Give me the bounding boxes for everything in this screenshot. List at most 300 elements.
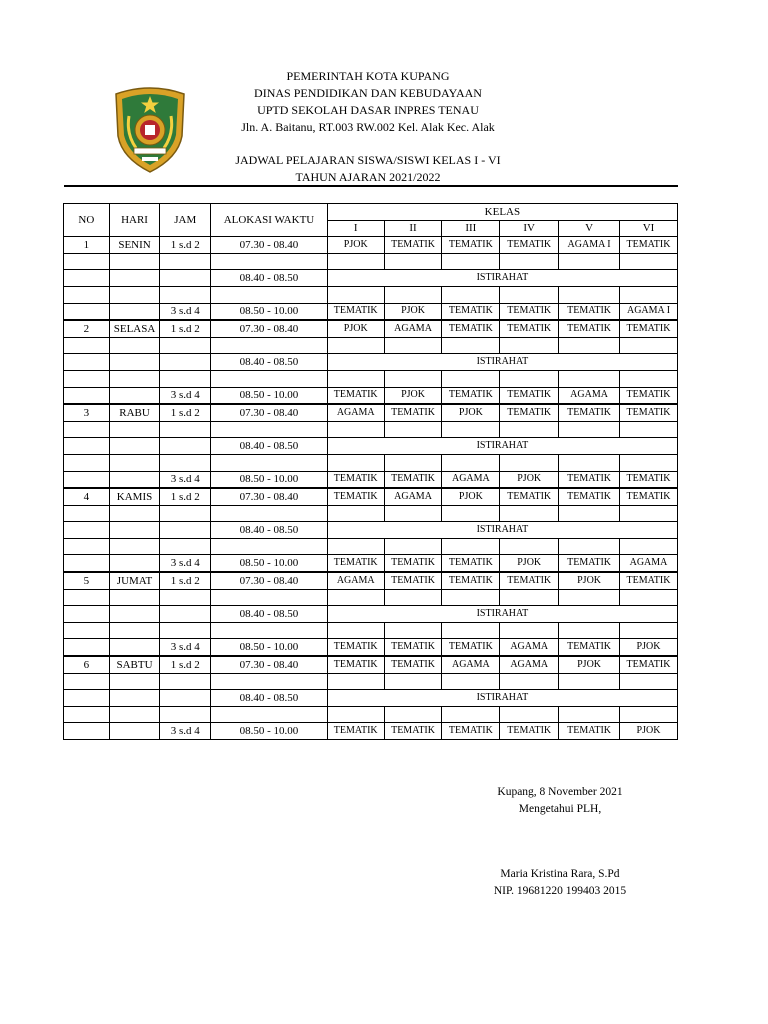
empty-cell: [160, 354, 211, 371]
subject-cell: TEMATIK: [500, 404, 559, 421]
subject-cell: AGAMA: [559, 387, 620, 404]
waktu-cell: 08.50 - 10.00: [211, 555, 328, 572]
table-row: [64, 454, 678, 471]
empty-cell: [384, 538, 442, 555]
empty-cell: [211, 286, 328, 303]
empty-cell: [327, 253, 384, 270]
subject-cell: TEMATIK: [327, 471, 384, 488]
empty-cell: [442, 538, 500, 555]
empty-cell: [211, 337, 328, 354]
empty-cell: [559, 370, 620, 387]
empty-cell: [64, 690, 110, 707]
title-line-2: TAHUN AJARAN 2021/2022: [295, 170, 441, 184]
kelas-ii: II: [384, 220, 442, 237]
empty-cell: [211, 421, 328, 438]
kota-kupang-emblem-icon: [112, 84, 188, 174]
subject-cell: TEMATIK: [500, 723, 559, 740]
empty-cell: [109, 538, 160, 555]
kelas-i: I: [327, 220, 384, 237]
empty-cell: [109, 454, 160, 471]
subject-cell: AGAMA: [500, 656, 559, 673]
istirahat-cell: ISTIRAHAT: [327, 522, 677, 539]
empty-cell: [384, 454, 442, 471]
empty-cell: [160, 454, 211, 471]
subject-cell: TEMATIK: [327, 639, 384, 656]
empty-cell: [160, 706, 211, 723]
empty-cell: [500, 538, 559, 555]
empty-cell: [327, 505, 384, 522]
table-row: [64, 286, 678, 303]
day-number: 3: [64, 404, 110, 421]
subject-cell: PJOK: [384, 303, 442, 320]
subject-cell: TEMATIK: [559, 404, 620, 421]
empty-cell: [442, 706, 500, 723]
subject-cell: TEMATIK: [327, 488, 384, 505]
empty-cell: [109, 286, 160, 303]
empty-cell: [109, 303, 160, 320]
subject-cell: AGAMA: [384, 488, 442, 505]
empty-cell: [109, 639, 160, 656]
istirahat-cell: ISTIRAHAT: [327, 690, 677, 707]
empty-cell: [64, 370, 110, 387]
empty-cell: [442, 421, 500, 438]
empty-cell: [109, 337, 160, 354]
empty-cell: [442, 454, 500, 471]
subject-cell: PJOK: [442, 488, 500, 505]
waktu-cell: 08.50 - 10.00: [211, 303, 328, 320]
empty-cell: [109, 421, 160, 438]
subject-cell: TEMATIK: [620, 471, 678, 488]
empty-cell: [109, 270, 160, 287]
subject-cell: TEMATIK: [500, 387, 559, 404]
empty-cell: [559, 706, 620, 723]
empty-cell: [109, 471, 160, 488]
empty-cell: [327, 454, 384, 471]
empty-cell: [500, 505, 559, 522]
subject-cell: PJOK: [384, 387, 442, 404]
empty-cell: [442, 337, 500, 354]
subject-cell: PJOK: [327, 320, 384, 337]
empty-cell: [500, 454, 559, 471]
subject-cell: PJOK: [620, 639, 678, 656]
empty-cell: [160, 337, 211, 354]
empty-cell: [327, 286, 384, 303]
empty-cell: [327, 370, 384, 387]
waktu-cell: 07.30 - 08.40: [211, 488, 328, 505]
jam-cell: 3 s.d 4: [160, 387, 211, 404]
subject-cell: TEMATIK: [384, 404, 442, 421]
subject-cell: PJOK: [559, 656, 620, 673]
empty-cell: [64, 589, 110, 606]
table-row: [64, 421, 678, 438]
table-row: [64, 690, 678, 707]
kelas-vi: VI: [620, 220, 678, 237]
empty-cell: [64, 286, 110, 303]
day-name: KAMIS: [109, 488, 160, 505]
subject-cell: TEMATIK: [500, 237, 559, 254]
waktu-cell: 07.30 - 08.40: [211, 237, 328, 254]
table-row: [64, 270, 678, 287]
empty-cell: [109, 253, 160, 270]
empty-cell: [384, 421, 442, 438]
empty-cell: [211, 673, 328, 690]
subject-cell: TEMATIK: [500, 488, 559, 505]
jam-cell: 3 s.d 4: [160, 639, 211, 656]
waktu-cell: 08.40 - 08.50: [211, 606, 328, 623]
waktu-cell: 07.30 - 08.40: [211, 404, 328, 421]
empty-cell: [64, 337, 110, 354]
empty-cell: [559, 622, 620, 639]
empty-cell: [64, 555, 110, 572]
document-title: [200, 152, 536, 186]
subject-cell: AGAMA: [384, 320, 442, 337]
waktu-cell: 08.40 - 08.50: [211, 690, 328, 707]
table-row: [64, 606, 678, 623]
waktu-cell: 07.30 - 08.40: [211, 320, 328, 337]
jam-cell: 1 s.d 2: [160, 237, 211, 254]
empty-cell: [384, 622, 442, 639]
empty-cell: [559, 454, 620, 471]
empty-cell: [384, 673, 442, 690]
empty-cell: [160, 505, 211, 522]
table-row: [64, 237, 678, 254]
subject-cell: TEMATIK: [442, 723, 500, 740]
jam-cell: 1 s.d 2: [160, 404, 211, 421]
subject-cell: TEMATIK: [442, 320, 500, 337]
table-row: [64, 488, 678, 505]
empty-cell: [620, 505, 678, 522]
empty-cell: [64, 387, 110, 404]
subject-cell: TEMATIK: [384, 237, 442, 254]
subject-cell: PJOK: [500, 471, 559, 488]
empty-cell: [160, 622, 211, 639]
table-row: [64, 471, 678, 488]
letterhead-line-1: PEMERINTAH KOTA KUPANG: [286, 69, 450, 83]
empty-cell: [64, 723, 110, 740]
table-row: [64, 622, 678, 639]
subject-cell: TEMATIK: [442, 639, 500, 656]
jam-cell: 1 s.d 2: [160, 320, 211, 337]
table-row: [64, 370, 678, 387]
empty-cell: [160, 253, 211, 270]
empty-cell: [160, 438, 211, 455]
empty-cell: [64, 622, 110, 639]
empty-cell: [64, 538, 110, 555]
table-row: [64, 438, 678, 455]
subject-cell: AGAMA: [620, 555, 678, 572]
subject-cell: TEMATIK: [620, 404, 678, 421]
empty-cell: [442, 370, 500, 387]
empty-cell: [442, 505, 500, 522]
subject-cell: TEMATIK: [327, 387, 384, 404]
empty-cell: [620, 454, 678, 471]
header-hari: HARI: [109, 204, 160, 237]
empty-cell: [559, 589, 620, 606]
waktu-cell: 07.30 - 08.40: [211, 656, 328, 673]
table-header-row: [64, 204, 678, 221]
empty-cell: [559, 505, 620, 522]
empty-cell: [160, 421, 211, 438]
empty-cell: [327, 421, 384, 438]
subject-cell: TEMATIK: [500, 572, 559, 589]
empty-cell: [109, 370, 160, 387]
subject-cell: TEMATIK: [500, 320, 559, 337]
waktu-cell: 08.50 - 10.00: [211, 387, 328, 404]
jam-cell: 1 s.d 2: [160, 572, 211, 589]
empty-cell: [620, 370, 678, 387]
subject-cell: TEMATIK: [620, 572, 678, 589]
empty-cell: [384, 253, 442, 270]
signature-role: Mengetahui PLH,: [518, 802, 602, 815]
empty-cell: [211, 253, 328, 270]
subject-cell: TEMATIK: [559, 488, 620, 505]
table-row: [64, 354, 678, 371]
subject-cell: TEMATIK: [620, 237, 678, 254]
day-name: RABU: [109, 404, 160, 421]
empty-cell: [64, 505, 110, 522]
jam-cell: 3 s.d 4: [160, 723, 211, 740]
subject-cell: TEMATIK: [559, 723, 620, 740]
empty-cell: [620, 706, 678, 723]
subject-cell: TEMATIK: [384, 723, 442, 740]
waktu-cell: 07.30 - 08.40: [211, 572, 328, 589]
table-row: [64, 656, 678, 673]
subject-cell: TEMATIK: [442, 237, 500, 254]
empty-cell: [500, 706, 559, 723]
empty-cell: [64, 270, 110, 287]
kelas-iii: III: [442, 220, 500, 237]
signature-name: Maria Kristina Rara, S.Pd: [500, 868, 620, 880]
kelas-iv: IV: [500, 220, 559, 237]
empty-cell: [384, 286, 442, 303]
signature-block: [440, 784, 680, 899]
empty-cell: [64, 438, 110, 455]
subject-cell: TEMATIK: [620, 656, 678, 673]
subject-cell: AGAMA I: [620, 303, 678, 320]
empty-cell: [500, 421, 559, 438]
day-name: SELASA: [109, 320, 160, 337]
empty-cell: [559, 538, 620, 555]
empty-cell: [442, 673, 500, 690]
istirahat-cell: ISTIRAHAT: [327, 270, 677, 287]
empty-cell: [109, 622, 160, 639]
empty-cell: [64, 471, 110, 488]
empty-cell: [160, 606, 211, 623]
empty-cell: [559, 253, 620, 270]
subject-cell: TEMATIK: [559, 471, 620, 488]
table-row: [64, 320, 678, 337]
subject-cell: PJOK: [442, 404, 500, 421]
table-row: [64, 555, 678, 572]
empty-cell: [620, 673, 678, 690]
table-row: [64, 572, 678, 589]
empty-cell: [620, 421, 678, 438]
day-number: 5: [64, 572, 110, 589]
day-number: 4: [64, 488, 110, 505]
jam-cell: 3 s.d 4: [160, 303, 211, 320]
day-number: 1: [64, 237, 110, 254]
letterhead: [200, 68, 536, 136]
jam-cell: 3 s.d 4: [160, 555, 211, 572]
empty-cell: [327, 589, 384, 606]
empty-cell: [109, 387, 160, 404]
subject-cell: TEMATIK: [620, 488, 678, 505]
header-alokasi-waktu: ALOKASI WAKTU: [211, 204, 328, 237]
empty-cell: [384, 337, 442, 354]
subject-cell: TEMATIK: [384, 555, 442, 572]
letterhead-address: Jln. A. Baitanu, RT.003 RW.002 Kel. Alak Kec. Alak: [241, 120, 495, 134]
waktu-cell: 08.50 - 10.00: [211, 723, 328, 740]
empty-cell: [442, 589, 500, 606]
subject-cell: TEMATIK: [442, 572, 500, 589]
table-row: [64, 639, 678, 656]
subject-cell: TEMATIK: [384, 639, 442, 656]
empty-cell: [327, 622, 384, 639]
waktu-cell: 08.40 - 08.50: [211, 354, 328, 371]
day-number: 6: [64, 656, 110, 673]
day-number: 2: [64, 320, 110, 337]
day-name: JUMAT: [109, 572, 160, 589]
table-row: [64, 522, 678, 539]
empty-cell: [620, 337, 678, 354]
empty-cell: [109, 555, 160, 572]
waktu-cell: 08.40 - 08.50: [211, 438, 328, 455]
empty-cell: [64, 606, 110, 623]
subject-cell: AGAMA: [327, 572, 384, 589]
day-name: SENIN: [109, 237, 160, 254]
empty-cell: [64, 253, 110, 270]
kelas-v: V: [559, 220, 620, 237]
empty-cell: [64, 522, 110, 539]
subject-cell: TEMATIK: [327, 303, 384, 320]
subject-cell: TEMATIK: [327, 723, 384, 740]
table-row: [64, 538, 678, 555]
subject-cell: TEMATIK: [559, 320, 620, 337]
empty-cell: [109, 589, 160, 606]
subject-cell: AGAMA I: [559, 237, 620, 254]
empty-cell: [559, 673, 620, 690]
subject-cell: TEMATIK: [327, 656, 384, 673]
empty-cell: [109, 673, 160, 690]
subject-cell: TEMATIK: [384, 572, 442, 589]
subject-cell: TEMATIK: [620, 320, 678, 337]
subject-cell: TEMATIK: [442, 387, 500, 404]
empty-cell: [64, 706, 110, 723]
istirahat-cell: ISTIRAHAT: [327, 438, 677, 455]
subject-cell: TEMATIK: [500, 303, 559, 320]
empty-cell: [109, 522, 160, 539]
header-jam: JAM: [160, 204, 211, 237]
header-divider: [64, 185, 678, 187]
empty-cell: [384, 706, 442, 723]
letterhead-line-2: DINAS PENDIDIKAN DAN KEBUDAYAAN: [254, 86, 482, 100]
empty-cell: [211, 622, 328, 639]
empty-cell: [500, 622, 559, 639]
empty-cell: [109, 706, 160, 723]
empty-cell: [211, 538, 328, 555]
jam-cell: 3 s.d 4: [160, 471, 211, 488]
empty-cell: [384, 370, 442, 387]
empty-cell: [500, 253, 559, 270]
table-row: [64, 706, 678, 723]
subject-cell: TEMATIK: [442, 555, 500, 572]
subject-cell: PJOK: [559, 572, 620, 589]
signature-nip: NIP. 19681220 199403 2015: [493, 884, 627, 897]
empty-cell: [160, 522, 211, 539]
table-row: [64, 723, 678, 740]
empty-cell: [559, 421, 620, 438]
waktu-cell: 08.40 - 08.50: [211, 522, 328, 539]
empty-cell: [500, 589, 559, 606]
subject-cell: PJOK: [620, 723, 678, 740]
empty-cell: [160, 673, 211, 690]
empty-cell: [327, 538, 384, 555]
empty-cell: [211, 505, 328, 522]
empty-cell: [64, 303, 110, 320]
empty-cell: [327, 706, 384, 723]
empty-cell: [109, 505, 160, 522]
subject-cell: TEMATIK: [384, 656, 442, 673]
empty-cell: [620, 589, 678, 606]
empty-cell: [64, 673, 110, 690]
empty-cell: [160, 286, 211, 303]
subject-cell: AGAMA: [442, 656, 500, 673]
subject-cell: PJOK: [500, 555, 559, 572]
empty-cell: [109, 690, 160, 707]
empty-cell: [160, 690, 211, 707]
empty-cell: [64, 421, 110, 438]
empty-cell: [109, 438, 160, 455]
waktu-cell: 08.40 - 08.50: [211, 270, 328, 287]
subject-cell: TEMATIK: [442, 303, 500, 320]
empty-cell: [442, 253, 500, 270]
table-row: [64, 387, 678, 404]
empty-cell: [620, 286, 678, 303]
waktu-cell: 08.50 - 10.00: [211, 639, 328, 656]
subject-cell: AGAMA: [500, 639, 559, 656]
empty-cell: [500, 673, 559, 690]
letterhead-line-3: UPTD SEKOLAH DASAR INPRES TENAU: [257, 103, 479, 117]
waktu-cell: 08.50 - 10.00: [211, 471, 328, 488]
empty-cell: [109, 723, 160, 740]
table-row: [64, 253, 678, 270]
table-row: [64, 337, 678, 354]
empty-cell: [327, 673, 384, 690]
empty-cell: [160, 589, 211, 606]
jam-cell: 1 s.d 2: [160, 656, 211, 673]
day-name: SABTU: [109, 656, 160, 673]
empty-cell: [327, 337, 384, 354]
subject-cell: TEMATIK: [559, 639, 620, 656]
empty-cell: [211, 589, 328, 606]
subject-cell: TEMATIK: [559, 555, 620, 572]
table-row: [64, 404, 678, 421]
empty-cell: [500, 370, 559, 387]
subject-cell: PJOK: [327, 237, 384, 254]
empty-cell: [559, 337, 620, 354]
signature-place-date: Kupang, 8 November 2021: [497, 786, 623, 798]
empty-cell: [500, 286, 559, 303]
header-no: NO: [64, 204, 110, 237]
empty-cell: [211, 370, 328, 387]
empty-cell: [160, 270, 211, 287]
jam-cell: 1 s.d 2: [160, 488, 211, 505]
title-line-1: JADWAL PELAJARAN SISWA/SISWI KELAS I - VI: [235, 153, 501, 167]
empty-cell: [64, 354, 110, 371]
istirahat-cell: ISTIRAHAT: [327, 606, 677, 623]
table-row: [64, 673, 678, 690]
empty-cell: [160, 370, 211, 387]
